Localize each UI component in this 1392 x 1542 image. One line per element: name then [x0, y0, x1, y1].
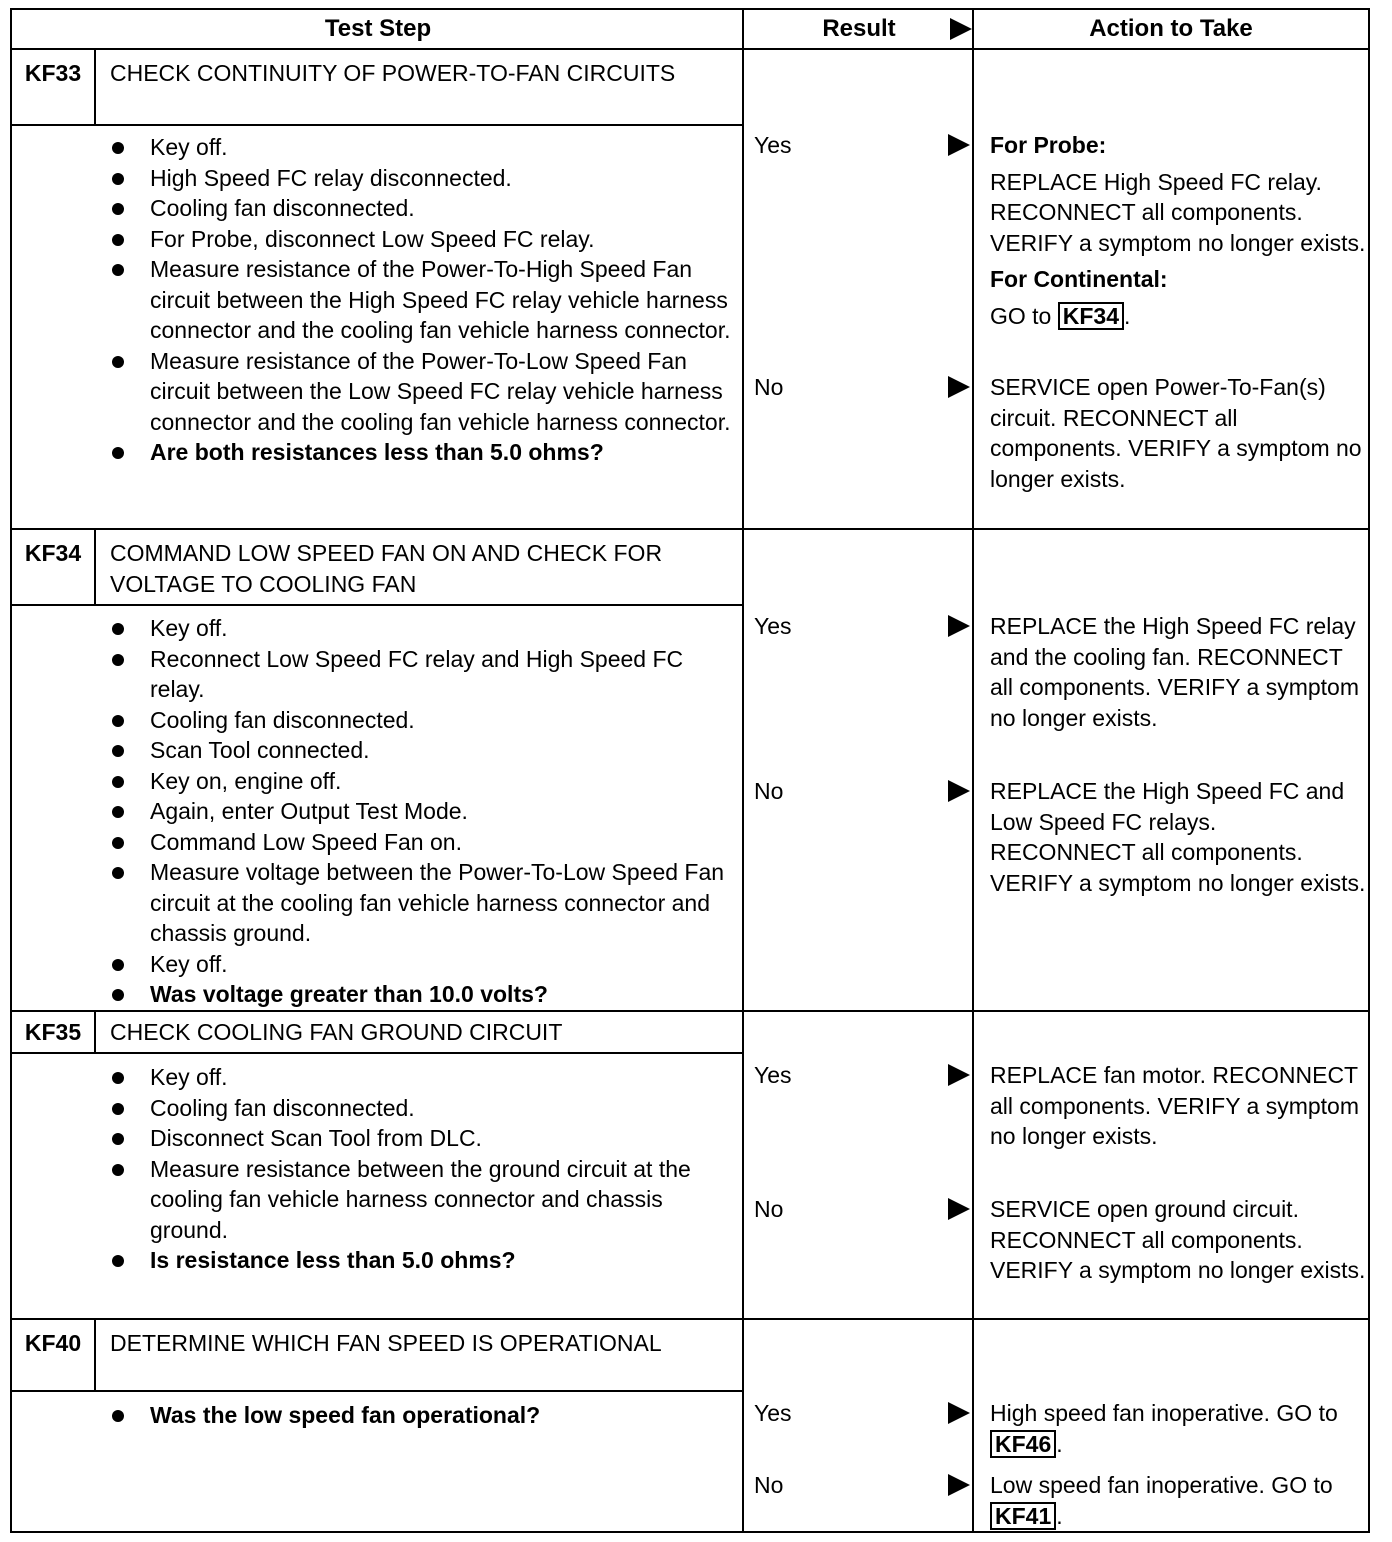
result-no [754, 778, 974, 805]
list-item: Cooling fan disconnected. [110, 193, 740, 224]
step-question: Are both resistances less than 5.0 ohms? [110, 437, 740, 468]
result-label: Yes [754, 613, 792, 639]
action-text [990, 1398, 1366, 1459]
step-title: CHECK COOLING FAN GROUND CIRCUIT [110, 1019, 563, 1045]
step-id: KF33 [12, 50, 96, 124]
result-yes [754, 613, 974, 640]
step-list-kf33 [110, 132, 740, 468]
action-no-kf34 [990, 776, 1366, 904]
action-no-kf33 [990, 372, 1366, 500]
step-list-kf34 [110, 613, 740, 1010]
arrow-icon [948, 1064, 970, 1086]
action-suffix: . [1056, 1430, 1063, 1457]
step-reference-link[interactable]: KF46 [990, 1430, 1056, 1458]
result-no [754, 374, 974, 401]
step-title: COMMAND LOW SPEED FAN ON AND CHECK FOR VOLTAGE TO COOLING FAN [110, 540, 663, 597]
list-item: For Probe, disconnect Low Speed FC relay. [110, 224, 740, 255]
action-text: REPLACE High Speed FC relay. RECONNECT all components. VERIFY a symptom no longer exists. [990, 168, 1366, 256]
result-label: Yes [754, 1400, 792, 1426]
result-no [754, 1472, 974, 1499]
result-label: Yes [754, 132, 792, 158]
column-divider-result [742, 10, 744, 1531]
result-yes [754, 1400, 974, 1427]
action-yes-kf40 [990, 1398, 1366, 1465]
list-item: Measure resistance of the Power-To-Low Speed Fan circuit between the Low Speed FC relay vehicle harness connector and the cooling fan vehicle harness connector. [110, 346, 740, 438]
header-result: Result [744, 10, 974, 50]
action-text: REPLACE fan motor. RECONNECT all components. VERIFY a symptom no longer exists. [990, 1062, 1359, 1149]
result-yes [754, 1062, 974, 1089]
result-no [754, 1196, 974, 1223]
section-title-kf33 [12, 50, 742, 126]
list-item: Disconnect Scan Tool from DLC. [110, 1123, 740, 1154]
list-item: Reconnect Low Speed FC relay and High Speed FC relay. [110, 644, 740, 705]
step-title: DETERMINE WHICH FAN SPEED IS OPERATIONAL [110, 1330, 662, 1356]
list-item: Key off. [110, 949, 740, 980]
action-heading: For Continental: [990, 266, 1168, 292]
step-list-kf35 [110, 1062, 740, 1276]
result-label: No [754, 1196, 784, 1222]
list-item: Key off. [110, 613, 740, 644]
result-label: Yes [754, 1062, 792, 1088]
step-id: KF34 [12, 530, 96, 604]
action-text: SERVICE open Power-To-Fan(s) circuit. RECONNECT all components. VERIFY a symptom no longer exists. [990, 374, 1362, 492]
action-yes-kf35 [990, 1060, 1366, 1158]
arrow-icon [948, 134, 970, 156]
list-item: Measure voltage between the Power-To-Low Speed Fan circuit at the cooling fan vehicle harness connector and chassis ground. [110, 857, 740, 949]
list-item: Key on, engine off. [110, 766, 740, 797]
column-divider-action [972, 10, 974, 1531]
action-yes-kf33 [990, 130, 1366, 337]
step-reference-link[interactable]: KF41 [990, 1502, 1056, 1530]
action-text: SERVICE open ground circuit. RECONNECT all components. VERIFY a symptom no longer exists. [990, 1196, 1366, 1283]
list-item: Command Low Speed Fan on. [110, 827, 740, 858]
list-item: Cooling fan disconnected. [110, 1093, 740, 1124]
arrow-icon [948, 1474, 970, 1496]
result-label: No [754, 1472, 784, 1498]
action-text [990, 1470, 1366, 1531]
action-prefix: High speed fan inoperative. GO to [990, 1400, 1338, 1426]
action-suffix: . [1124, 302, 1131, 329]
result-label: No [754, 374, 784, 400]
action-no-kf35 [990, 1194, 1366, 1292]
step-reference-link[interactable]: KF34 [1058, 302, 1124, 330]
list-item: High Speed FC relay disconnected. [110, 163, 740, 194]
list-item: Key off. [110, 1062, 740, 1093]
action-text: REPLACE the High Speed FC relay and the cooling fan. RECONNECT all components. VERIFY a symptom no longer exists. [990, 613, 1359, 731]
arrow-icon [948, 780, 970, 802]
arrow-icon [948, 376, 970, 398]
arrow-icon [948, 1402, 970, 1424]
result-yes [754, 132, 974, 159]
action-no-kf40 [990, 1470, 1366, 1537]
list-item: Measure resistance between the ground circuit at the cooling fan vehicle harness connector and chassis ground. [110, 1154, 740, 1246]
arrow-icon [948, 615, 970, 637]
arrow-icon [948, 1198, 970, 1220]
action-heading: For Probe: [990, 132, 1107, 158]
section-title-kf34 [12, 530, 742, 606]
result-label: No [754, 778, 784, 804]
action-suffix: . [1056, 1502, 1063, 1529]
action-prefix: GO to [990, 302, 1052, 329]
list-item: Measure resistance of the Power-To-High Speed Fan circuit between the High Speed FC relay vehicle harness connector and the cooling fan vehicle harness connector. [110, 254, 740, 346]
diagnostic-table [10, 8, 1370, 1533]
step-list-kf40 [110, 1400, 740, 1431]
section-title-kf40 [12, 1320, 742, 1392]
section-title-kf35 [12, 1012, 742, 1054]
step-question: Was the low speed fan operational? [110, 1400, 740, 1431]
step-id: KF35 [12, 1012, 96, 1052]
list-item: Cooling fan disconnected. [110, 705, 740, 736]
list-item: Again, enter Output Test Mode. [110, 796, 740, 827]
action-prefix: Low speed fan inoperative. GO to [990, 1472, 1333, 1498]
action-yes-kf34 [990, 611, 1366, 739]
header-action: Action to Take [974, 10, 1368, 50]
action-text [990, 301, 1366, 332]
header-arrow-icon [950, 18, 972, 40]
action-text: REPLACE the High Speed FC and Low Speed FC relays. RECONNECT all components. VERIFY a symptom no longer exists. [990, 778, 1366, 896]
header-test-step: Test Step [12, 10, 744, 50]
step-id: KF40 [12, 1320, 96, 1390]
list-item: Key off. [110, 132, 740, 163]
list-item: Scan Tool connected. [110, 735, 740, 766]
step-question: Was voltage greater than 10.0 volts? [110, 979, 740, 1010]
step-question: Is resistance less than 5.0 ohms? [110, 1245, 740, 1276]
step-title: CHECK CONTINUITY OF POWER-TO-FAN CIRCUITS [110, 60, 676, 86]
